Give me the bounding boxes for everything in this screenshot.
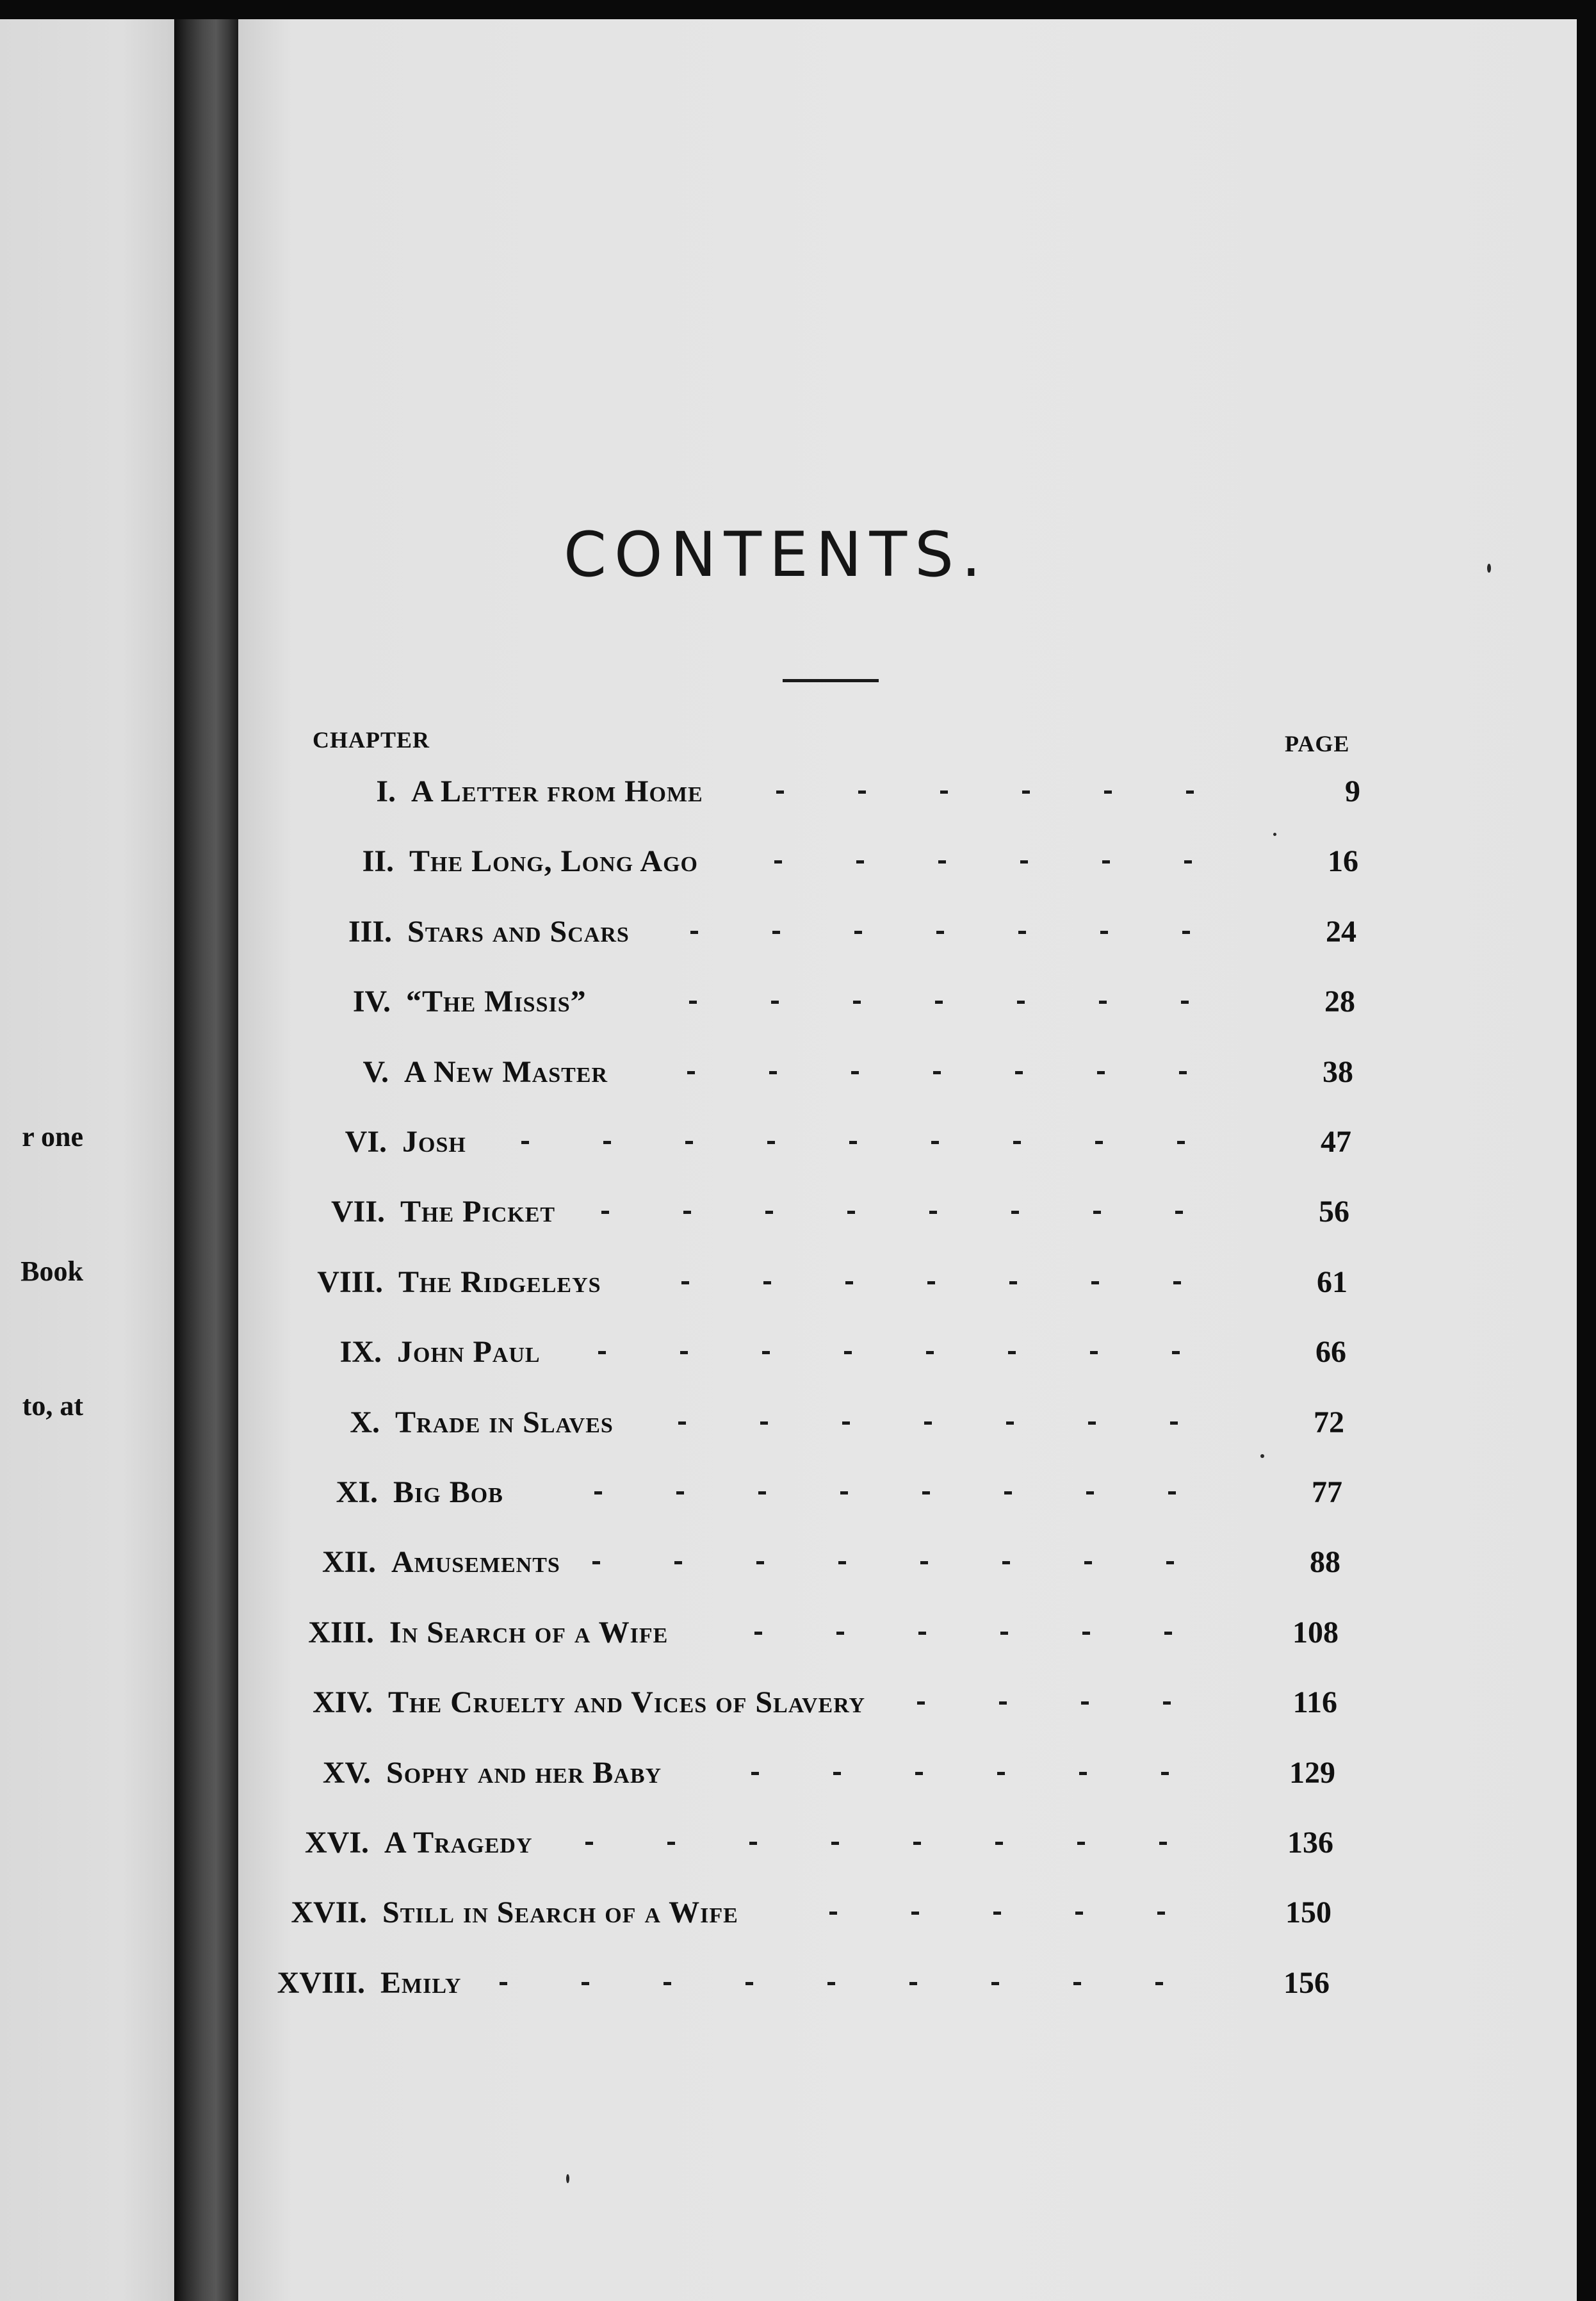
chapter-title: Big Bob (393, 1475, 503, 1509)
scan-speck (1260, 1454, 1264, 1458)
chapter-title: In Search of a Wife (389, 1616, 669, 1650)
leader-dash (842, 1421, 850, 1425)
leader-dash (1104, 790, 1112, 794)
leader-dash (1090, 1351, 1098, 1354)
leader-dash (1075, 1912, 1083, 1915)
leader-dash (1186, 790, 1194, 794)
leader-dash (936, 931, 944, 934)
leader-dash (845, 1281, 853, 1284)
toc-entry (0, 1194, 1596, 1245)
leader-dash (935, 1001, 943, 1004)
leader-dash (585, 1842, 593, 1845)
chapter-numeral: VI. (345, 1125, 387, 1159)
leader-dash (1020, 860, 1028, 864)
leader-dash (858, 790, 866, 794)
leader-dash (680, 1351, 688, 1354)
leader-dash (1015, 1071, 1023, 1074)
leader-dash (931, 1141, 939, 1144)
leader-dash (833, 1772, 841, 1775)
leader-dash (1082, 1632, 1090, 1635)
page-number: 116 (1292, 1685, 1337, 1719)
leader-dash (831, 1842, 839, 1845)
toc-entry (0, 1825, 1596, 1876)
leader-dash (1175, 1211, 1183, 1214)
leader-dash (913, 1842, 921, 1845)
chapter-title: The Cruelty and Vices of Slavery (388, 1685, 866, 1719)
leader-dash (763, 1281, 771, 1284)
chapter-numeral: I. (376, 774, 396, 808)
leader-dash (765, 1211, 773, 1214)
toc-entry (0, 984, 1596, 1035)
page-number: 66 (1315, 1335, 1346, 1369)
leader-dash (1018, 931, 1026, 934)
chapter-title: John Paul (397, 1335, 541, 1369)
leader-dash (681, 1281, 689, 1284)
chapter-numeral: VII. (330, 1195, 385, 1229)
chapter-title: Trade in Slaves (395, 1405, 614, 1439)
chapter-numeral: II. (362, 844, 394, 878)
leader-dash (1168, 1491, 1176, 1494)
chapter-title: A Letter from Home (411, 774, 703, 808)
leader-dash (827, 1982, 835, 1985)
leader-dash (1091, 1281, 1099, 1284)
leader-dash (1097, 1071, 1105, 1074)
leader-dash (1093, 1211, 1101, 1214)
leader-dash (756, 1561, 764, 1564)
chapter-title: Amusements (391, 1545, 560, 1579)
leader-dash (1164, 1632, 1172, 1635)
leader-dash (774, 860, 782, 864)
leader-dash (601, 1211, 609, 1214)
leader-dash (678, 1421, 686, 1425)
facing-page-line: Book (20, 1256, 83, 1287)
chapter-title: The Picket (400, 1195, 556, 1229)
chapter-numeral: XIV. (313, 1685, 373, 1719)
leader-dash (917, 1701, 925, 1705)
leader-dash (844, 1351, 852, 1354)
leader-dash (1173, 1281, 1181, 1284)
title-rule-divider (783, 679, 879, 682)
leader-dash (1084, 1561, 1092, 1564)
leader-dash (1088, 1421, 1096, 1425)
leader-dash (993, 1912, 1001, 1915)
leader-dash (1166, 1561, 1174, 1564)
chapter-numeral: IV. (352, 985, 391, 1019)
chapter-numeral: III. (348, 915, 392, 949)
leader-dash (933, 1071, 941, 1074)
leader-dash (771, 1001, 779, 1004)
leader-dash (1161, 1772, 1169, 1775)
chapter-title: Sophy and her Baby (386, 1756, 662, 1790)
page-number: 77 (1312, 1475, 1342, 1509)
leader-dash (929, 1211, 937, 1214)
leader-dash (1155, 1982, 1163, 1985)
page-number: 28 (1324, 985, 1355, 1019)
leader-dash (1182, 931, 1190, 934)
leader-dash (922, 1491, 930, 1494)
leader-dash (926, 1351, 934, 1354)
leader-dash (1100, 931, 1108, 934)
leader-dash (847, 1211, 855, 1214)
facing-page-line: r one (22, 1121, 83, 1152)
leader-dash (856, 860, 864, 864)
page-number: 56 (1319, 1195, 1349, 1229)
leader-dash (853, 1001, 861, 1004)
chapter-title: Josh (402, 1125, 466, 1159)
leader-dash (1013, 1141, 1021, 1144)
chapter-numeral: IX. (339, 1335, 382, 1369)
toc-entry (0, 1685, 1596, 1736)
page-number: 47 (1321, 1125, 1351, 1159)
chapter-title: The Ridgeleys (398, 1265, 601, 1299)
leader-dash (690, 931, 698, 934)
toc-entry (0, 1755, 1596, 1806)
chapter-title: Emily (380, 1966, 462, 2000)
page-number: 72 (1314, 1405, 1344, 1439)
leader-dash (838, 1561, 846, 1564)
toc-entry (0, 1265, 1596, 1316)
chapter-title: A Tragedy (384, 1826, 533, 1860)
leader-dash (767, 1141, 775, 1144)
leader-dash (1086, 1491, 1094, 1494)
leader-dash (689, 1001, 697, 1004)
toc-entry (0, 914, 1596, 965)
leader-dash (1002, 1561, 1010, 1564)
chapter-numeral: XVII. (291, 1896, 367, 1929)
leader-dash (940, 790, 948, 794)
toc-entry (0, 1544, 1596, 1596)
leader-dash (592, 1561, 600, 1564)
leader-dash (920, 1561, 928, 1564)
leader-dash (851, 1071, 859, 1074)
leader-dash (918, 1632, 926, 1635)
leader-dash (760, 1421, 768, 1425)
scan-speck (1273, 833, 1276, 836)
leader-dash (521, 1141, 529, 1144)
toc-entry (0, 774, 1596, 825)
toc-entry (0, 1615, 1596, 1666)
chapter-numeral: XII. (322, 1545, 376, 1579)
page-number: 38 (1323, 1055, 1353, 1089)
leader-dash (1073, 1982, 1081, 1985)
leader-dash (664, 1982, 671, 1985)
leader-dash (1159, 1842, 1167, 1845)
scan-speck (566, 2174, 569, 2183)
leader-dash (909, 1982, 917, 1985)
page-number: 156 (1283, 1966, 1330, 2000)
leader-dash (915, 1772, 923, 1775)
leader-dash (849, 1141, 857, 1144)
chapter-column-label: CHAPTER (313, 727, 430, 753)
leader-dash (1099, 1001, 1107, 1004)
leader-dash (1022, 790, 1030, 794)
page-number: 150 (1285, 1896, 1331, 1929)
leader-dash (999, 1701, 1007, 1705)
facing-page-line: to, at (22, 1390, 83, 1421)
leader-dash (1181, 1001, 1189, 1004)
leader-dash (924, 1421, 932, 1425)
leader-dash (836, 1632, 844, 1635)
chapter-title: The Long, Long Ago (409, 844, 698, 878)
leader-dash (1102, 860, 1110, 864)
chapter-numeral: XV. (322, 1756, 371, 1790)
leader-dash (674, 1561, 682, 1564)
leader-dash (1000, 1632, 1008, 1635)
page-number: 24 (1326, 915, 1356, 949)
chapter-numeral: XVIII. (277, 1966, 365, 2000)
page-column-label: PAGE (1285, 731, 1350, 757)
leader-dash (676, 1491, 684, 1494)
leader-dash (1077, 1842, 1085, 1845)
leader-dash (938, 860, 946, 864)
toc-entry (0, 1334, 1596, 1386)
toc-entry (0, 1124, 1596, 1175)
leader-dash (927, 1281, 935, 1284)
leader-dash (769, 1071, 777, 1074)
page-number: 61 (1317, 1265, 1348, 1299)
leader-dash (1004, 1491, 1012, 1494)
leader-dash (1009, 1281, 1017, 1284)
leader-dash (772, 931, 780, 934)
chapter-numeral: XVI. (304, 1826, 369, 1860)
toc-entry (0, 1054, 1596, 1106)
leader-dash (1163, 1701, 1171, 1705)
toc-entry (0, 1475, 1596, 1526)
leader-dash (685, 1141, 693, 1144)
toc-entry (0, 1965, 1596, 2017)
chapter-numeral: VIII. (317, 1265, 383, 1299)
leader-dash (997, 1772, 1005, 1775)
leader-dash (758, 1491, 766, 1494)
leader-dash (1172, 1351, 1180, 1354)
leader-dash (1011, 1211, 1019, 1214)
leader-dash (1157, 1912, 1165, 1915)
leader-dash (745, 1982, 753, 1985)
leader-dash (776, 790, 784, 794)
page-number: 129 (1289, 1756, 1335, 1790)
leader-dash (991, 1982, 999, 1985)
chapter-numeral: X. (350, 1405, 380, 1439)
leader-dash (1095, 1141, 1103, 1144)
page-number: 16 (1328, 844, 1358, 878)
leader-dash (500, 1982, 507, 1985)
scan-speck (1487, 564, 1491, 573)
page-number: 9 (1345, 774, 1360, 808)
chapter-title: “The Missis” (406, 985, 587, 1019)
leader-dash (1006, 1421, 1014, 1425)
page-title: CONTENTS. (564, 519, 989, 591)
leader-dash (1177, 1141, 1185, 1144)
leader-dash (1081, 1701, 1089, 1705)
toc-entry (0, 1405, 1596, 1456)
leader-dash (687, 1071, 695, 1074)
leader-dash (582, 1982, 589, 1985)
leader-dash (911, 1912, 919, 1915)
leader-dash (667, 1842, 675, 1845)
leader-dash (829, 1912, 837, 1915)
leader-dash (1179, 1071, 1187, 1074)
leader-dash (1170, 1421, 1178, 1425)
leader-dash (995, 1842, 1003, 1845)
toc-entry (0, 844, 1596, 895)
chapter-title: A New Master (404, 1055, 608, 1089)
leader-dash (594, 1491, 602, 1494)
chapter-numeral: XI. (336, 1475, 378, 1509)
leader-dash (840, 1491, 848, 1494)
page-number: 88 (1310, 1545, 1340, 1579)
leader-dash (751, 1772, 759, 1775)
leader-dash (1184, 860, 1192, 864)
chapter-title: Still in Search of a Wife (382, 1896, 738, 1929)
chapter-numeral: XIII. (308, 1616, 374, 1650)
page-number: 108 (1292, 1616, 1339, 1650)
leader-dash (754, 1632, 762, 1635)
leader-dash (749, 1842, 757, 1845)
leader-dash (598, 1351, 606, 1354)
chapter-title: Stars and Scars (407, 915, 630, 949)
leader-dash (683, 1211, 691, 1214)
leader-dash (762, 1351, 770, 1354)
toc-entry (0, 1895, 1596, 1946)
leader-dash (1008, 1351, 1016, 1354)
page-number: 136 (1287, 1826, 1333, 1860)
chapter-numeral: V. (362, 1055, 389, 1089)
leader-dash (1079, 1772, 1087, 1775)
leader-dash (1017, 1001, 1025, 1004)
leader-dash (854, 931, 862, 934)
leader-dash (603, 1141, 611, 1144)
